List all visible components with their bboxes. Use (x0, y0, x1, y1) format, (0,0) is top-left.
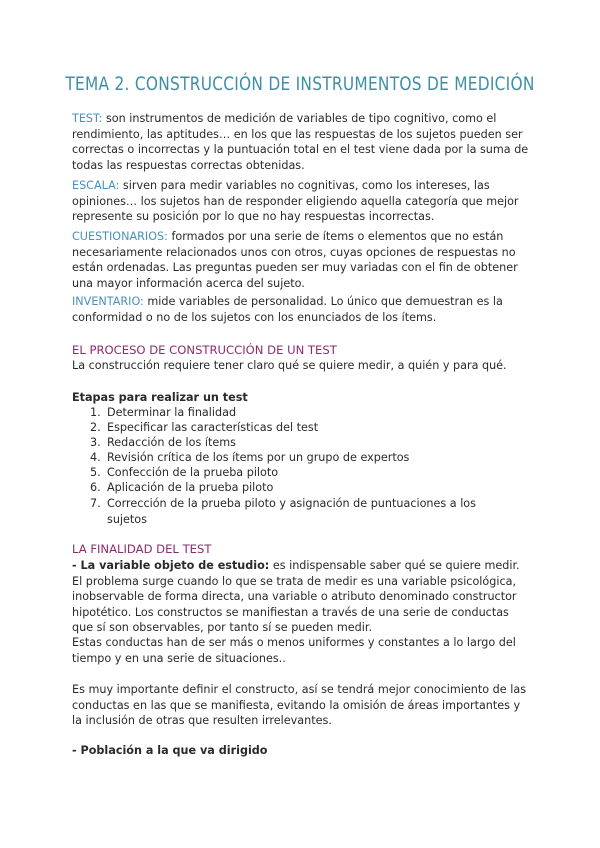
list-item (90, 465, 510, 481)
definition-text: son instrumentos de medición de variables de tipo cognitivo, como el rendimiento, las aptitudes… en los que las respuestas de los sujetos pueden ser correctas o incorrectas y la puntuación total en el test viene dada por la suma de todas las respuestas correctas obtenidas. (72, 112, 529, 172)
paragraph-lead: - La variable objeto de estudio: (72, 559, 270, 572)
list-text: Aplicación de la prueba piloto (107, 481, 274, 494)
paragraph-variable (72, 558, 532, 636)
list-number: 7. (90, 497, 101, 510)
definition-term: ESCALA: (72, 179, 120, 192)
section-heading-finalidad: LA FINALIDAD DEL TEST (72, 542, 212, 556)
list-text: Especificar las características del test (107, 421, 319, 434)
list-item (90, 435, 510, 451)
section-intro: La construcción requiere tener claro qué se quiere medir, a quién y para qué. (72, 359, 507, 372)
page-title: TEMA 2. CONSTRUCCIÓN DE INSTRUMENTOS DE MEDICIÓN (65, 73, 535, 95)
list-number: 1. (90, 406, 101, 419)
definition-term: INVENTARIO: (72, 295, 144, 308)
list-text: Corrección de la prueba piloto y asignación de puntuaciones a los sujetos (107, 497, 476, 526)
list-text: Revisión crítica de los ítems por un grupo de expertos (107, 451, 410, 464)
list-number: 5. (90, 466, 101, 479)
definition-term: CUESTIONARIOS: (72, 230, 168, 243)
subheading-poblacion: - Población a la que va dirigido (72, 744, 268, 757)
list-item (90, 496, 510, 527)
list-number: 3. (90, 436, 101, 449)
list-number: 2. (90, 421, 101, 434)
list-text: Redacción de los ítems (107, 436, 236, 449)
definition-text: sirven para medir variables no cognitivas, como los intereses, las opiniones… los sujetos han de responder eligiendo aquella categoría que mejor represente su posición por lo que no hay respuestas incorrectas. (72, 179, 519, 223)
definition-test (72, 111, 532, 173)
definition-inventario (72, 294, 532, 325)
definition-term: TEST: (72, 112, 103, 125)
list-number: 6. (90, 481, 101, 494)
paragraph-conductas: Estas conductas han de ser más o menos uniformes y constantes a lo largo del tiempo y en una serie de situaciones.. (72, 636, 516, 665)
paragraph-text: es indispensable saber qué se quiere medir. El problema surge cuando lo que se trata de medir es una variable psicológica, inobservable de forma directa, una variable o atributo denominado constructor hipotético. Los constructos se manifiestan a través de una serie de conductas que sí son observables, por tanto sí se pueden medir. (72, 559, 520, 634)
definition-text: formados por una serie de ítems o elementos que no están necesariamente relacionados unos con otros, cuyas opciones de respuestas no están ordenadas. Las preguntas pueden ser muy variadas con el fin de obtener una mayor información acerca del sujeto. (72, 230, 518, 290)
list-item (90, 450, 510, 466)
list-number: 4. (90, 451, 101, 464)
list-item (90, 480, 510, 496)
list-text: Confección de la prueba piloto (107, 466, 279, 479)
stages-heading: Etapas para realizar un test (72, 391, 248, 404)
definition-cuestionarios (72, 229, 532, 291)
list-item (90, 405, 510, 421)
definition-escala (72, 178, 532, 225)
list-item (90, 420, 510, 436)
paragraph-constructo: Es muy importante definir el constructo, así se tendrá mejor conocimiento de las conductas en las que se manifiesta, evitando la omisión de áreas importantes y la inclusión de otras que resulten irrelevantes. (72, 683, 527, 727)
section-heading-proceso: EL PROCESO DE CONSTRUCCIÓN DE UN TEST (72, 343, 337, 357)
list-text: Determinar la finalidad (107, 406, 237, 419)
definition-text: mide variables de personalidad. Lo único que demuestran es la conformidad o no de los sujetos con los enunciados de los ítems. (72, 295, 503, 324)
